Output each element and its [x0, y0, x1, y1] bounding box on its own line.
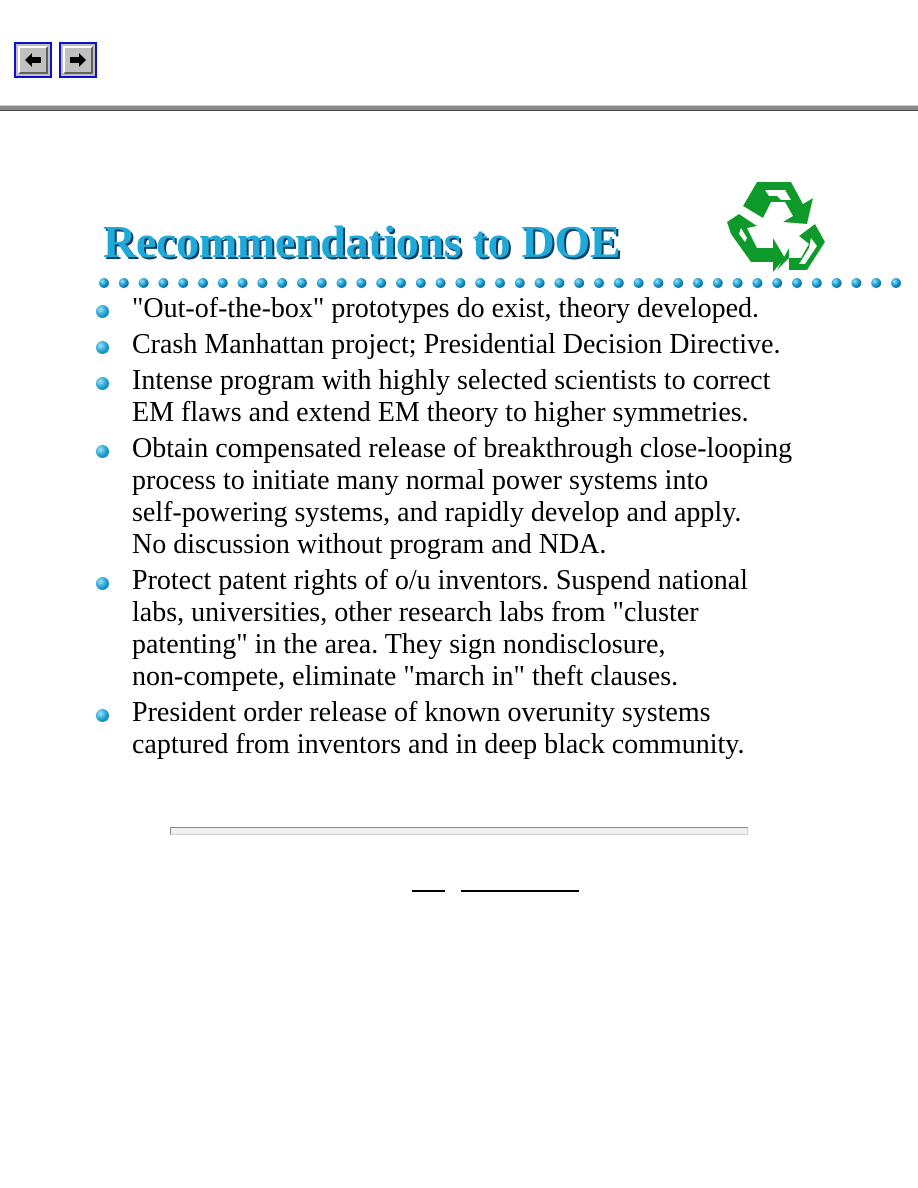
- bullet-text: "Out-of-the-box" prototypes do exist, theory developed.: [132, 293, 760, 324]
- divider-dot: [139, 278, 149, 288]
- divider-dot: [653, 278, 663, 288]
- divider-dot: [515, 278, 525, 288]
- divider-dot: [713, 278, 723, 288]
- divider-dot: [178, 278, 188, 288]
- arrow-right-icon: [68, 50, 88, 70]
- bullet-icon: [96, 305, 109, 318]
- bullet-icon: [96, 577, 109, 590]
- divider-dot: [812, 278, 822, 288]
- footer-link-1[interactable]: [412, 876, 445, 892]
- divider-dot: [673, 278, 683, 288]
- divider-dot: [574, 278, 584, 288]
- divider-dot: [693, 278, 703, 288]
- divider-dot: [891, 278, 901, 288]
- bullet-text: Protect patent rights of o/u inventors. Suspend national labs, universities, other research labs from "cluster patenting" in the area. They sign nondisclosure, non-compete, eliminate "march in" theft clauses.: [132, 565, 748, 692]
- divider-dot: [277, 278, 287, 288]
- divider-dot: [337, 278, 347, 288]
- bullet-item: [96, 293, 886, 325]
- bullet-text: President order release of known overunity systems captured from inventors and in deep black community.: [132, 697, 745, 760]
- divider-dot: [851, 278, 861, 288]
- slide-title: Recommendations to DOE: [103, 216, 621, 267]
- bullet-text: Crash Manhattan project; Presidential Decision Directive.: [132, 329, 781, 360]
- divider-dot: [733, 278, 743, 288]
- recycle-icon: [726, 178, 828, 274]
- divider-dot: [198, 278, 208, 288]
- divider-dot: [634, 278, 644, 288]
- divider-dot: [495, 278, 505, 288]
- divider-dot: [772, 278, 782, 288]
- footer-link-2[interactable]: [461, 876, 579, 892]
- dotted-divider: [0, 274, 918, 294]
- divider-dot: [238, 278, 248, 288]
- divider-dot: [871, 278, 881, 288]
- bullet-text: Obtain compensated release of breakthrough close-looping process to initiate many normal power systems into self-powering systems, and rapidly develop and apply. No discussion without program and NDA.: [132, 433, 793, 560]
- bottom-divider: [170, 827, 748, 835]
- divider-dot: [317, 278, 327, 288]
- divider-dot: [436, 278, 446, 288]
- divider-dot: [99, 278, 109, 288]
- bullet-icon: [96, 709, 109, 722]
- divider-dot: [475, 278, 485, 288]
- divider-dot: [297, 278, 307, 288]
- bullet-icon: [96, 445, 109, 458]
- divider-dot: [376, 278, 386, 288]
- divider-dot: [416, 278, 426, 288]
- previous-button[interactable]: [14, 42, 52, 78]
- bullet-text: Intense program with highly selected scientists to correct EM flaws and extend EM theory to higher symmetries.: [132, 365, 771, 428]
- divider-dot: [158, 278, 168, 288]
- divider-dot: [792, 278, 802, 288]
- divider-dot: [832, 278, 842, 288]
- divider-dot: [554, 278, 564, 288]
- divider-dot: [594, 278, 604, 288]
- bullet-icon: [96, 377, 109, 390]
- bullet-list: [96, 293, 886, 765]
- bullet-icon: [96, 341, 109, 354]
- bullet-item: [96, 565, 886, 693]
- divider-dot: [356, 278, 366, 288]
- divider-dot: [752, 278, 762, 288]
- divider-dot: [455, 278, 465, 288]
- divider-dot: [218, 278, 228, 288]
- divider-dot: [257, 278, 267, 288]
- divider-dot: [396, 278, 406, 288]
- divider-dot: [119, 278, 129, 288]
- bullet-item: [96, 697, 886, 761]
- divider-dot: [535, 278, 545, 288]
- bullet-item: [96, 329, 886, 361]
- arrow-left-icon: [23, 50, 43, 70]
- next-button[interactable]: [59, 42, 97, 78]
- top-divider: [0, 105, 918, 111]
- bullet-item: [96, 433, 886, 561]
- bullet-item: [96, 365, 886, 429]
- divider-dot: [614, 278, 624, 288]
